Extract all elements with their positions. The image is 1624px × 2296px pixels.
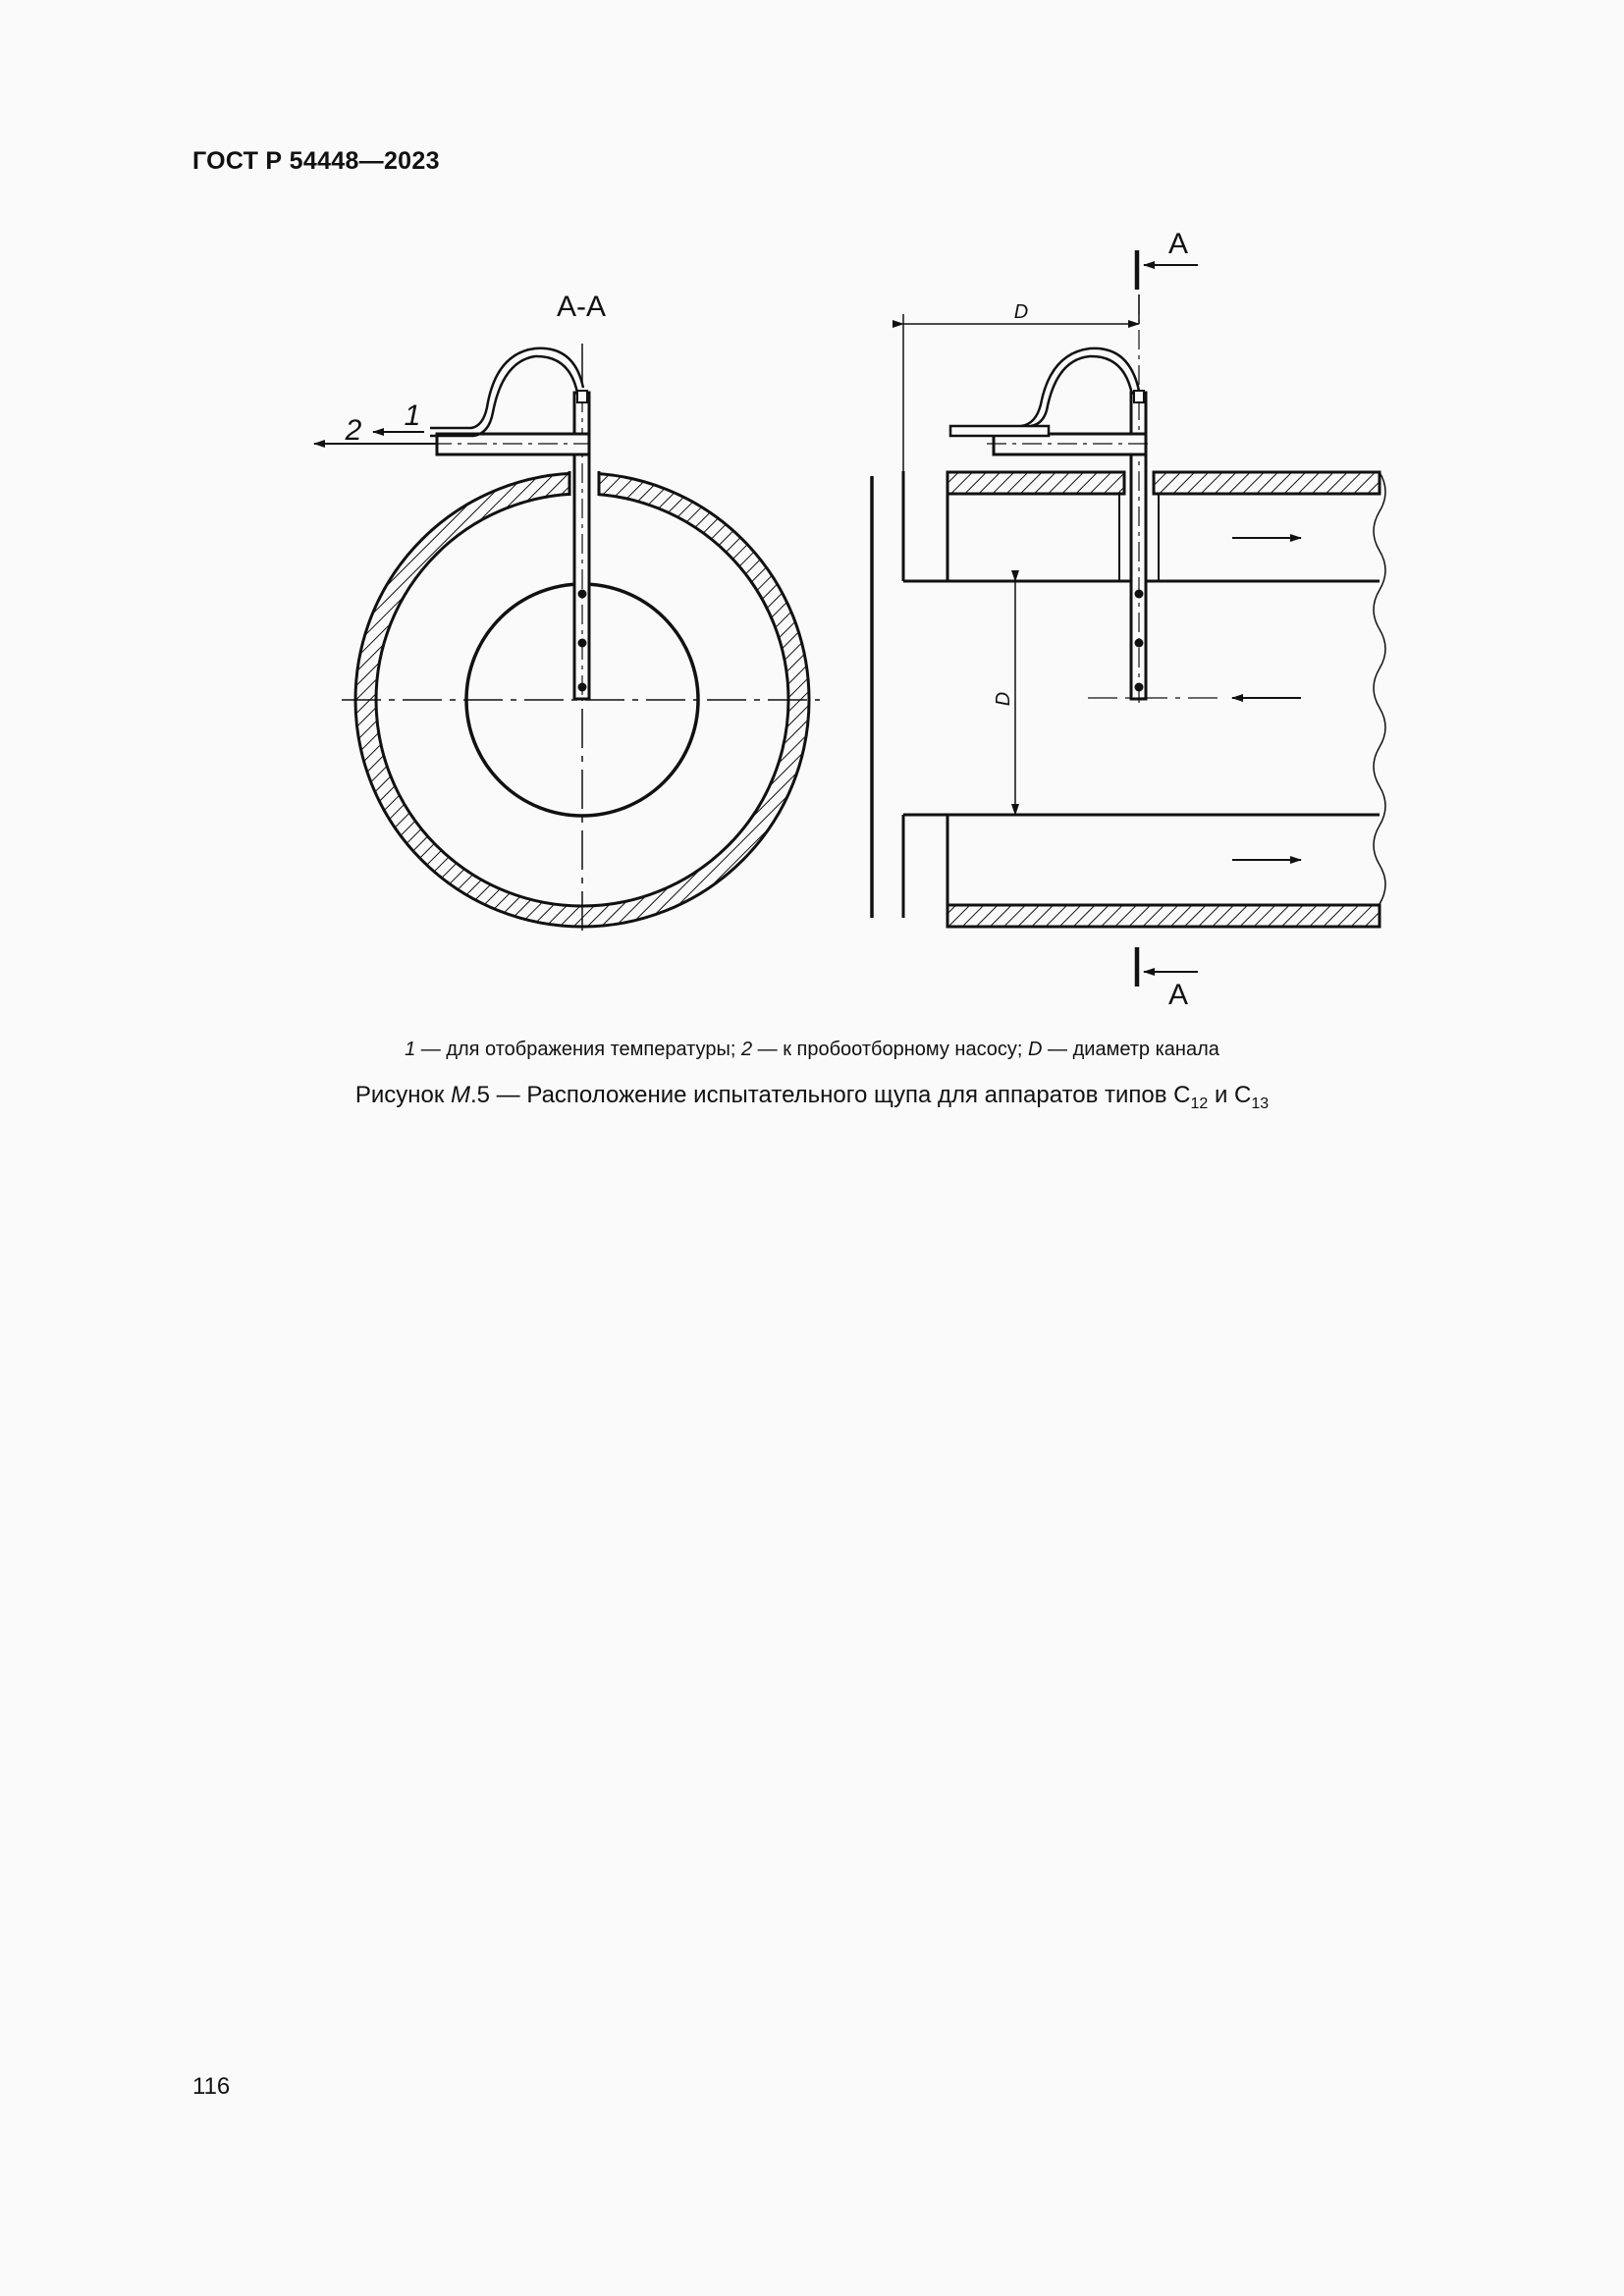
break-line (1374, 472, 1385, 927)
document-header: ГОСТ Р 54448—2023 (192, 147, 440, 175)
legend-item-1-number: 1 (405, 1039, 416, 1060)
caption-subscript-1: 12 (1190, 1095, 1209, 1112)
legend-item-1-text: — для отображения температуры; (415, 1039, 741, 1060)
section-view-aa (314, 344, 820, 937)
duct-wall-top (947, 472, 1124, 494)
dimension-label-top: D (1013, 301, 1029, 323)
thermocouple-cable (430, 348, 583, 428)
figure-legend (0, 1039, 1624, 1061)
legend-item-2-number: 2 (740, 1039, 753, 1060)
cut-label-top: А (1167, 228, 1189, 260)
section-label: А-А (556, 291, 607, 323)
callout-2: 2 (345, 414, 362, 447)
caption-text: .5 — Расположение испытательного щупа для аппаратов типов С (470, 1082, 1191, 1108)
caption-prefix: Рисунок (354, 1082, 451, 1108)
longitudinal-view (872, 250, 1385, 987)
caption-subscript-2: 13 (1251, 1095, 1270, 1112)
caption-middle: и С (1208, 1082, 1252, 1108)
legend-item-2-text: — к пробоотборному насосу; (752, 1039, 1029, 1060)
duct-wall-bottom (947, 905, 1380, 927)
legend-item-3-text: — диаметр канала (1042, 1039, 1219, 1060)
figure-caption (0, 1082, 1624, 1113)
callout-1: 1 (404, 400, 421, 432)
cut-label-bottom: А (1167, 979, 1189, 1011)
page-number: 116 (192, 2073, 231, 2100)
caption-figure-letter: М (451, 1082, 470, 1108)
dimension-label-vertical: D (993, 691, 1014, 707)
legend-item-3-symbol: D (1028, 1039, 1043, 1060)
